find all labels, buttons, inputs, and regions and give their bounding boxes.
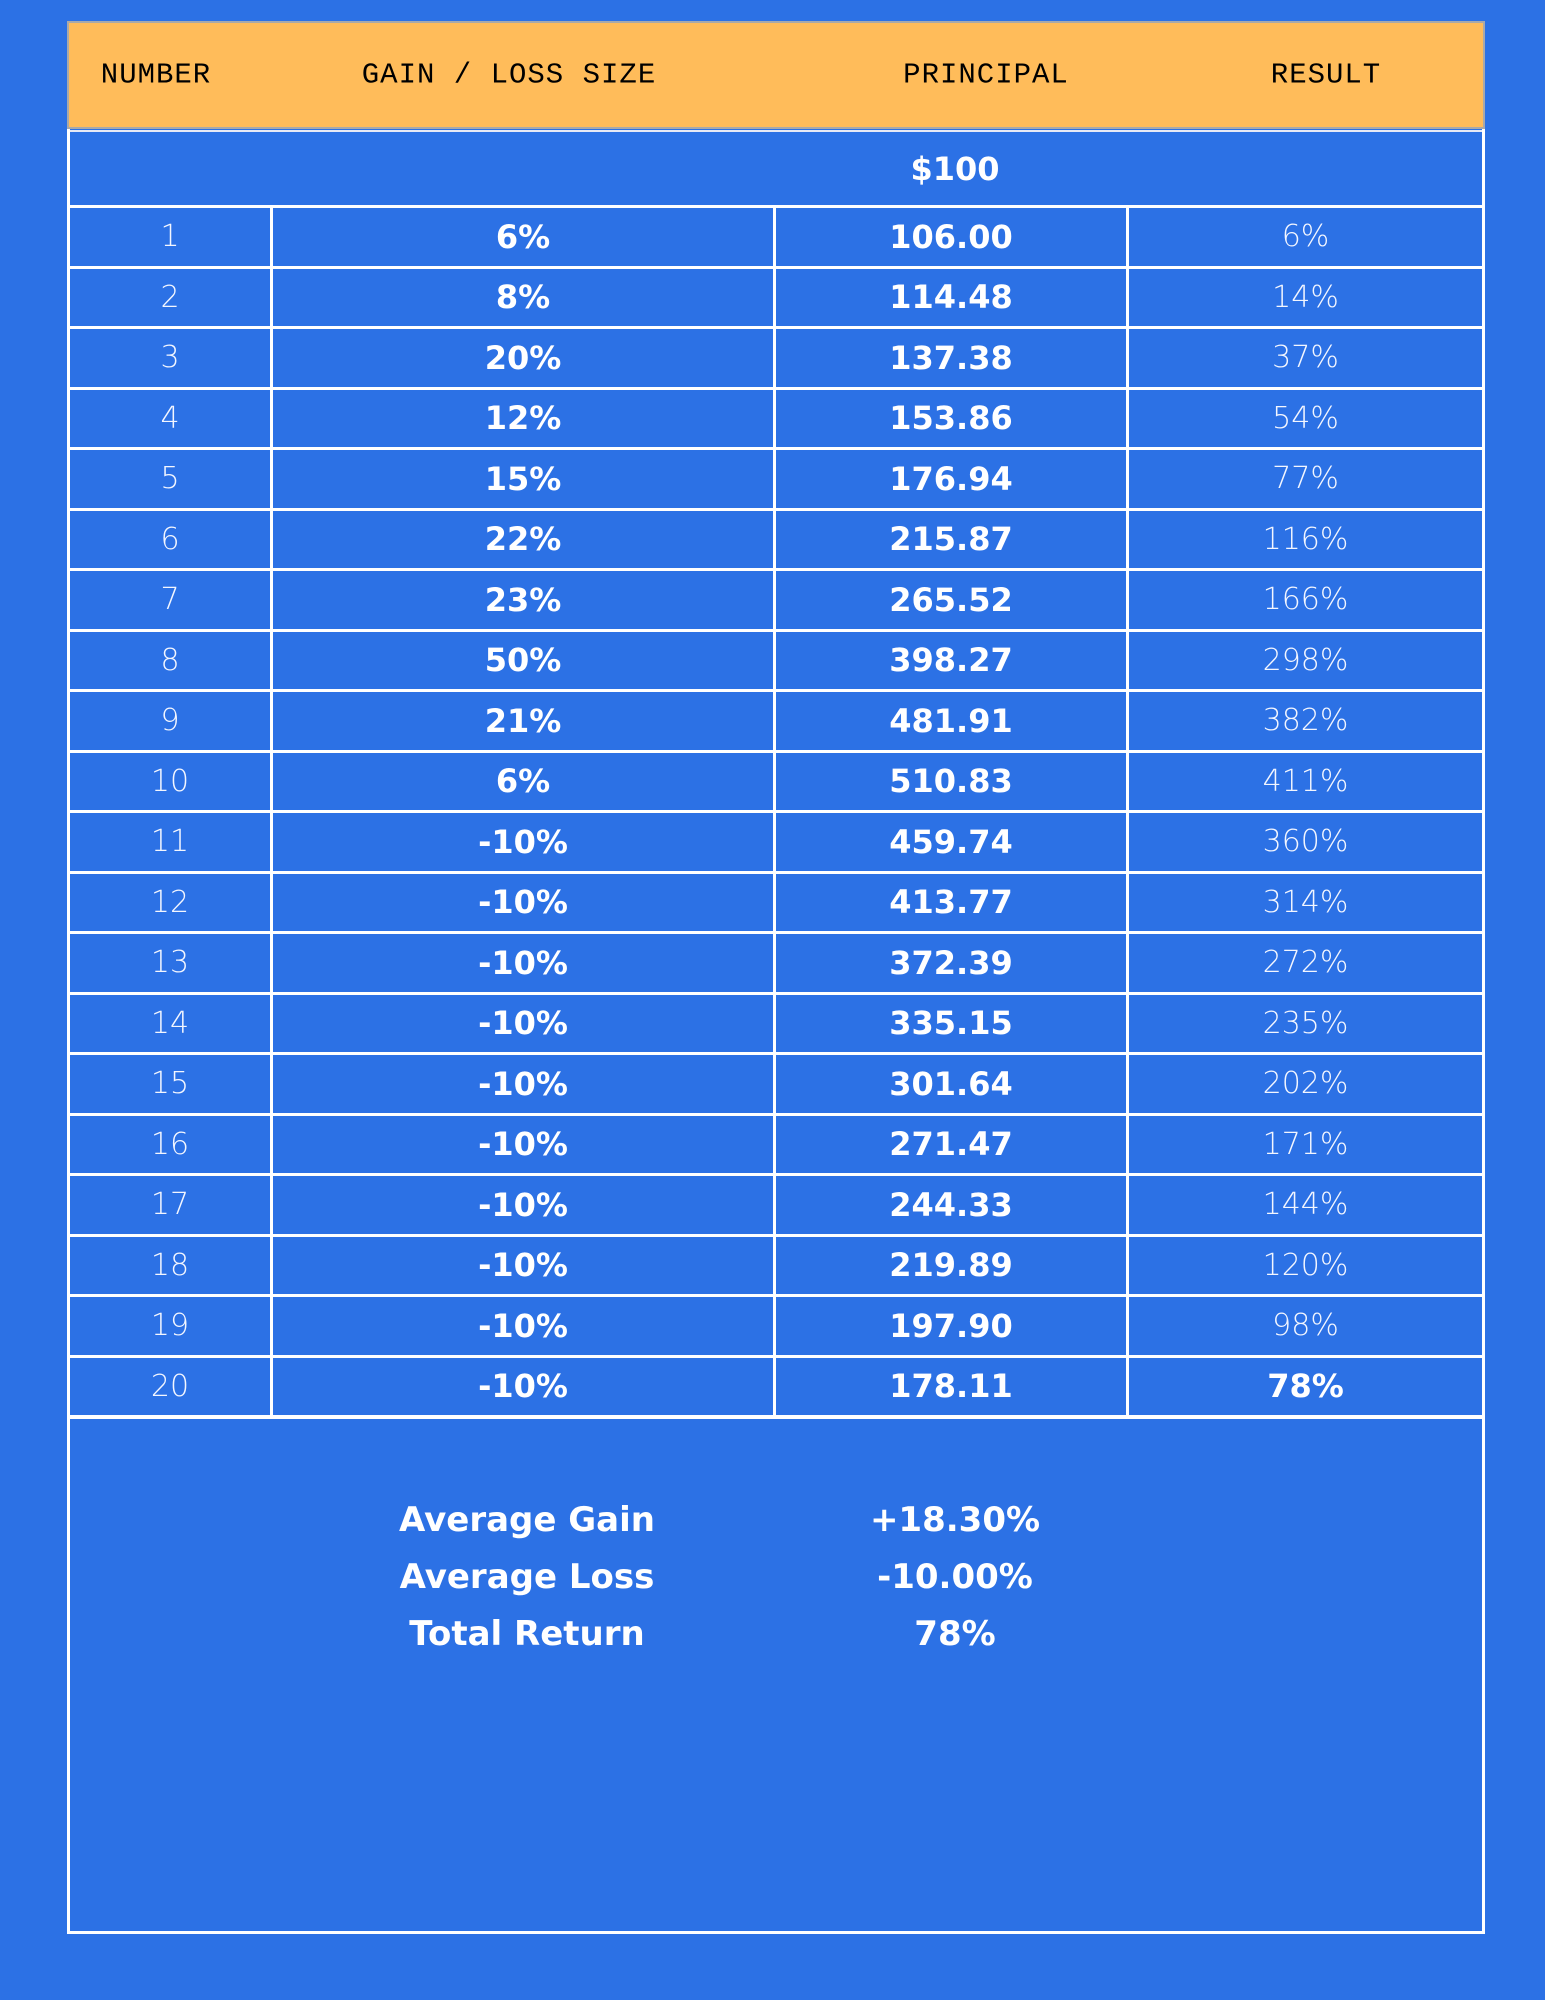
cell-result: 202% [1129, 1055, 1485, 1113]
cell-principal: 244.33 [776, 1176, 1129, 1234]
table-row [67, 1113, 1485, 1174]
cell-principal: 137.38 [776, 329, 1129, 387]
cell-result: 360% [1129, 813, 1485, 871]
cell-gain-loss: 15% [273, 450, 776, 508]
cell-number: 11 [67, 813, 273, 871]
cell-principal: 153.86 [776, 390, 1129, 448]
summary-row-total-return [70, 1605, 1482, 1662]
cell-gain-loss: -10% [273, 1176, 776, 1234]
cell-result: 6% [1129, 208, 1485, 266]
summary-value: 78% [914, 1613, 996, 1654]
cell-gain-loss: -10% [273, 1055, 776, 1113]
cell-principal: 335.15 [776, 995, 1129, 1053]
cell-result: 235% [1129, 995, 1485, 1053]
table-row [67, 810, 1485, 871]
cell-result: 37% [1129, 329, 1485, 387]
summary-row-average-gain [70, 1491, 1482, 1548]
cell-result: 382% [1129, 692, 1485, 750]
cell-number: 2 [67, 269, 273, 327]
cell-result: 272% [1129, 934, 1485, 992]
cell-result: 411% [1129, 753, 1485, 811]
cell-gain-loss: 22% [273, 511, 776, 569]
cell-gain-loss: -10% [273, 813, 776, 871]
cell-number: 6 [67, 511, 273, 569]
cell-gain-loss: 21% [273, 692, 776, 750]
table-row [67, 931, 1485, 992]
cell-principal: 372.39 [776, 934, 1129, 992]
summary-value: -10.00% [877, 1556, 1033, 1597]
cell-number: 15 [67, 1055, 273, 1113]
cell-gain-loss: -10% [273, 1116, 776, 1174]
cell-result: 116% [1129, 511, 1485, 569]
cell-number: 16 [67, 1116, 273, 1174]
table-body [67, 205, 1485, 1419]
cell-number: 14 [67, 995, 273, 1053]
cell-principal: 510.83 [776, 753, 1129, 811]
cell-principal: 197.90 [776, 1297, 1129, 1355]
table-row [67, 326, 1485, 387]
cell-number: 13 [67, 934, 273, 992]
table-row [67, 1173, 1485, 1234]
cell-principal: 106.00 [776, 208, 1129, 266]
cell-result: 171% [1129, 1116, 1485, 1174]
table-row [67, 992, 1485, 1053]
cell-gain-loss: 50% [273, 632, 776, 690]
cell-gain-loss: 6% [273, 208, 776, 266]
cell-principal: 219.89 [776, 1237, 1129, 1295]
summary-label: Total Return [409, 1613, 645, 1654]
returns-table [67, 21, 1485, 1934]
cell-number: 3 [67, 329, 273, 387]
table-row [67, 205, 1485, 266]
cell-number: 4 [67, 390, 273, 448]
table-row [67, 1234, 1485, 1295]
summary-value: +18.30% [869, 1499, 1041, 1540]
cell-number: 5 [67, 450, 273, 508]
cell-principal: 176.94 [776, 450, 1129, 508]
starting-principal-row [70, 130, 1482, 205]
table-row [67, 871, 1485, 932]
table-row [67, 689, 1485, 750]
cell-principal: 398.27 [776, 632, 1129, 690]
column-header-gain-loss-size: GAIN / LOSS SIZE [361, 58, 657, 92]
cell-number: 17 [67, 1176, 273, 1234]
cell-result: 54% [1129, 390, 1485, 448]
summary-row-average-loss [70, 1548, 1482, 1605]
table-row [67, 568, 1485, 629]
cell-gain-loss: 12% [273, 390, 776, 448]
cell-principal: 271.47 [776, 1116, 1129, 1174]
cell-gain-loss: -10% [273, 934, 776, 992]
cell-gain-loss: 20% [273, 329, 776, 387]
cell-principal: 178.11 [776, 1358, 1129, 1416]
column-header-number: NUMBER [100, 58, 212, 92]
cell-number: 12 [67, 874, 273, 932]
cell-number: 10 [67, 753, 273, 811]
cell-principal: 413.77 [776, 874, 1129, 932]
cell-principal: 114.48 [776, 269, 1129, 327]
cell-principal: 265.52 [776, 571, 1129, 629]
cell-result: 77% [1129, 450, 1485, 508]
cell-result: 314% [1129, 874, 1485, 932]
table-row [67, 266, 1485, 327]
cell-result: 144% [1129, 1176, 1485, 1234]
cell-number: 19 [67, 1297, 273, 1355]
column-header-principal: PRINCIPAL [903, 58, 1069, 92]
summary-label: Average Loss [399, 1556, 655, 1597]
cell-number: 8 [67, 632, 273, 690]
cell-principal: 459.74 [776, 813, 1129, 871]
cell-number: 20 [67, 1358, 273, 1416]
summary-label: Average Gain [399, 1499, 655, 1540]
cell-result: 120% [1129, 1237, 1485, 1295]
table-row [67, 750, 1485, 811]
cell-principal: 215.87 [776, 511, 1129, 569]
cell-principal: 481.91 [776, 692, 1129, 750]
cell-number: 1 [67, 208, 273, 266]
cell-result: 98% [1129, 1297, 1485, 1355]
starting-principal-value: $100 [910, 149, 1000, 188]
cell-principal: 301.64 [776, 1055, 1129, 1113]
cell-gain-loss: 23% [273, 571, 776, 629]
cell-number: 9 [67, 692, 273, 750]
cell-gain-loss: -10% [273, 1237, 776, 1295]
cell-gain-loss: -10% [273, 995, 776, 1053]
column-header-result: RESULT [1270, 58, 1382, 92]
table-row [67, 447, 1485, 508]
cell-result-final: 78% [1129, 1358, 1485, 1416]
cell-gain-loss: -10% [273, 1358, 776, 1416]
cell-gain-loss: -10% [273, 1297, 776, 1355]
table-row [67, 508, 1485, 569]
cell-result: 166% [1129, 571, 1485, 629]
summary-block [70, 1491, 1482, 1662]
cell-result: 298% [1129, 632, 1485, 690]
table-row [67, 1052, 1485, 1113]
table-row [67, 1355, 1485, 1420]
cell-gain-loss: 8% [273, 269, 776, 327]
table-row [67, 387, 1485, 448]
cell-number: 7 [67, 571, 273, 629]
cell-gain-loss: 6% [273, 753, 776, 811]
cell-number: 18 [67, 1237, 273, 1295]
cell-gain-loss: -10% [273, 874, 776, 932]
table-row [67, 1294, 1485, 1355]
table-header [67, 21, 1485, 129]
cell-result: 14% [1129, 269, 1485, 327]
table-row [67, 629, 1485, 690]
